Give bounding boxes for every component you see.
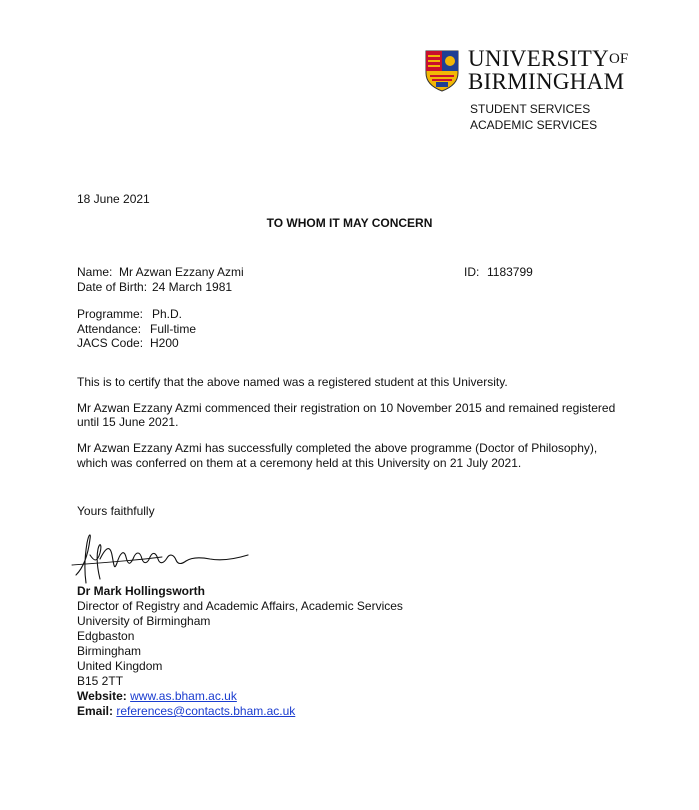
website-label: Website: [77, 689, 127, 703]
jacs-label: JACS Code: [77, 336, 144, 350]
handwritten-signature [70, 525, 260, 589]
attendance-value: Full-time [150, 322, 197, 336]
email-label: Email: [77, 704, 114, 718]
signatory-title: Director of Registry and Academic Affairs, Academic Services [77, 599, 403, 613]
id-label: ID: [464, 265, 480, 279]
programme-value: Ph.D. [152, 307, 183, 321]
address-city: Birmingham [77, 644, 142, 658]
address-university: University of Birmingham [77, 614, 211, 628]
university-crest-icon [424, 49, 460, 92]
university-name-line2: BIRMINGHAM [468, 69, 625, 94]
email-row [77, 704, 295, 719]
email-link[interactable]: references@contacts.bham.ac.uk [116, 704, 296, 718]
name-label: Name: [77, 265, 113, 279]
paragraph-registration-line2: until 15 June 2021. [77, 415, 179, 429]
website-link[interactable]: www.as.bham.ac.uk [130, 689, 237, 703]
address-country: United Kingdom [77, 659, 163, 673]
closing: Yours faithfully [77, 504, 155, 518]
programme-label: Programme: [77, 307, 144, 321]
letter-date: 18 June 2021 [77, 192, 150, 206]
paragraph-completion-line1: Mr Azwan Ezzany Azmi has successfully completed the above programme (Doctor of Philosophy), [77, 441, 598, 455]
paragraph-registration-line1: Mr Azwan Ezzany Azmi commenced their registration on 10 November 2015 and remained registered [77, 401, 616, 415]
jacs-value: H200 [150, 336, 179, 350]
website-row [77, 689, 237, 704]
paragraph-completion-line2: which was conferred on them at a ceremony held at this University on 21 July 2021. [77, 456, 522, 470]
id-value: 1183799 [487, 265, 533, 279]
dept-academic-services: ACADEMIC SERVICES [470, 118, 598, 132]
address-postcode: B15 2TT [77, 674, 124, 688]
address-edgbaston: Edgbaston [77, 629, 135, 643]
university-name-line1: $UNIVERSITY^{OF}$ [468, 46, 629, 71]
dob-label: Date of Birth: [77, 280, 148, 294]
university-name-of: OF [609, 51, 629, 67]
attendance-label: Attendance: [77, 322, 142, 336]
letter-heading: TO WHOM IT MAY CONCERN [266, 216, 433, 230]
paragraph-certify: This is to certify that the above named was a registered student at this University. [77, 375, 508, 389]
name-value: Mr Azwan Ezzany Azmi [119, 265, 244, 279]
signatory-name: Dr Mark Hollingsworth [77, 584, 206, 598]
dept-student-services: STUDENT SERVICES [470, 102, 591, 116]
dob-value: 24 March 1981 [152, 280, 233, 294]
